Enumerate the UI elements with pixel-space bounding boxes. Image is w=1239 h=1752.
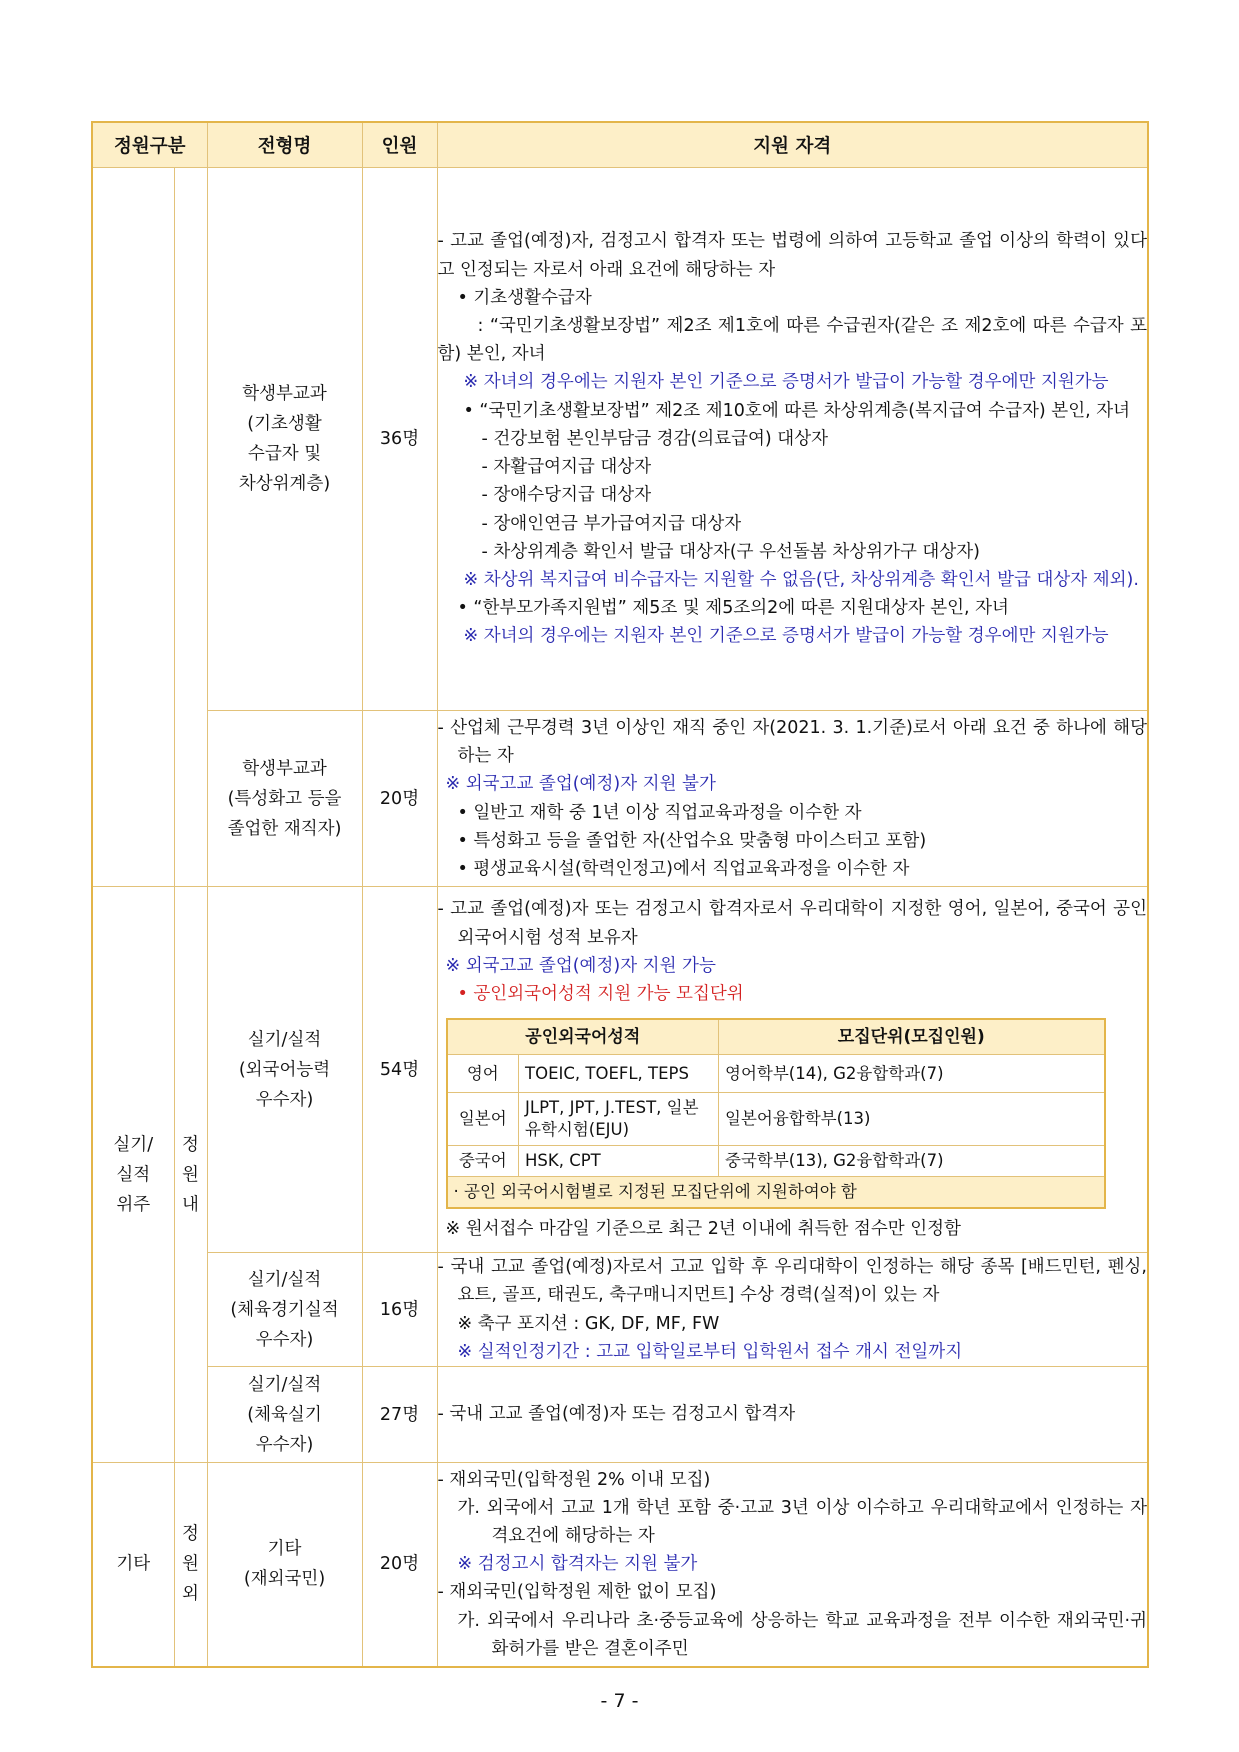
- table-row: [92, 1463, 1148, 1667]
- program-name-line: 우수자): [255, 1434, 314, 1455]
- category-line: 실기/: [113, 1134, 154, 1155]
- category-line: 위주: [116, 1194, 151, 1215]
- subcategory-char: 정: [182, 1524, 199, 1545]
- admission-table: [91, 121, 1149, 1668]
- inner-units: 일본어융합학부(13): [719, 1093, 1105, 1146]
- header-name: 전형명: [207, 122, 362, 168]
- program-name-line: 졸업한 재직자): [227, 818, 342, 839]
- table-row: [92, 711, 1148, 887]
- qual-line: • 일반고 재학 중 1년 이상 직업교육과정을 이수한 자: [457, 802, 862, 823]
- inner-header: [447, 1019, 1105, 1055]
- program-name-line: (외국어능력: [238, 1059, 331, 1080]
- qualification-text: [437, 168, 1148, 711]
- table-row: [92, 168, 1148, 711]
- inner-units: 영어학부(14), G2융합학과(7): [719, 1055, 1105, 1093]
- program-name: [207, 168, 362, 711]
- table-row: [92, 1253, 1148, 1367]
- qualification-text: [437, 1253, 1148, 1367]
- qual-line: ※ 원서접수 마감일 기준으로 최근 2년 이내에 취득한 점수만 인정함: [445, 1219, 961, 1240]
- program-name-line: 차상위계층): [238, 474, 331, 494]
- qual-line: - 장애수당지급 대상자: [481, 485, 652, 506]
- qual-line: : “국민기초생활보장법” 제2조 제1호에 따른 수급권자(같은 조 제2호에 따른 수급자 포함) 본인, 자녀: [437, 316, 1147, 365]
- page-number: - 7 -: [600, 1690, 639, 1712]
- program-count: 27명: [362, 1367, 437, 1463]
- program-name-line: 우수자): [255, 1089, 314, 1110]
- program-name-line: 실기/실적: [247, 1029, 322, 1050]
- qual-line: - 재외국민(입학정원 제한 없이 모집): [437, 1582, 717, 1603]
- qual-line: - 자활급여지급 대상자: [481, 457, 652, 478]
- program-count: 20명: [362, 1463, 437, 1667]
- qual-line: • “국민기초생활보장법” 제2조 제10호에 따른 차상위계층(복지급여 수급자) 본인, 자녀: [463, 400, 1131, 421]
- subcategory-char: 정: [182, 1134, 199, 1155]
- qual-line: 가. 외국에서 고교 1개 학년 포함 중·고교 3년 이상 이수하고 우리대학교에서 인정하는 자격요건에 해당하는 자: [457, 1497, 1147, 1546]
- qualification-text: [437, 887, 1148, 1253]
- header-count: 인원: [362, 122, 437, 168]
- table-row: [92, 887, 1148, 1253]
- qual-line: - 장애인연금 부가급여지급 대상자: [481, 513, 742, 534]
- subcategory-char: 내: [182, 1194, 199, 1215]
- qual-line: - 국내 고교 졸업(예정)자 또는 검정고시 합격자: [437, 1404, 796, 1425]
- program-name-line: 수급자 및: [247, 444, 322, 464]
- qualification-text: [437, 1367, 1148, 1463]
- qual-line: • 평생교육시설(학력인정고)에서 직업교육과정을 이수한 자: [457, 858, 910, 879]
- program-name-line: (기초생활: [247, 414, 322, 434]
- qual-note: ※ 외국고교 졸업(예정)자 지원 불가: [445, 774, 716, 795]
- inner-lang: 일본어: [447, 1093, 519, 1146]
- qual-note: ※ 차상위 복지급여 비수급자는 지원할 수 없음(단, 차상위계층 확인서 발급 대상자 제외).: [463, 569, 1139, 590]
- inner-lang: 영어: [447, 1055, 519, 1093]
- inner-note: · 공인 외국어시험별로 지정된 모집단위에 지원하여야 함: [447, 1177, 1105, 1209]
- qual-line: • 공인외국어성적 지원 가능 모집단위: [457, 984, 744, 1005]
- program-name: [207, 887, 362, 1253]
- inner-lang: 중국어: [447, 1146, 519, 1177]
- qual-line: - 차상위계층 확인서 발급 대상자(구 우선돌봄 차상위가구 대상자): [481, 541, 980, 562]
- program-name-line: (재외국민): [243, 1569, 326, 1590]
- qual-line: - 고교 졸업(예정)자, 검정고시 합격자 또는 법령에 의하여 고등학교 졸업 이상의 학력이 있다고 인정되는 자로서 아래 요건에 해당하는 자: [437, 231, 1147, 280]
- inner-units: 중국학부(13), G2융합학과(7): [719, 1146, 1105, 1177]
- inner-tests: JLPT, JPT, J.TEST, 일본유학시험(EJU): [519, 1093, 719, 1146]
- qual-line: - 국내 고교 졸업(예정)자로서 고교 입학 후 우리대학이 인정하는 해당 종목 [배드민턴, 펜싱, 요트, 골프, 태권도, 축구매니지먼트] 수상 경력(실적)이 있는 자: [437, 1257, 1147, 1306]
- program-count: 20명: [362, 711, 437, 887]
- program-name: [207, 711, 362, 887]
- qual-line: - 산업체 근무경력 3년 이상인 재직 중인 자(2021. 3. 1.기준)로서 아래 요건 중 하나에 해당하는 자: [437, 717, 1147, 767]
- subcategory-outside-quota: [174, 1463, 207, 1667]
- subcategory-cell-empty: [174, 168, 207, 887]
- qual-line: - 건강보험 본인부담금 경감(의료급여) 대상자: [481, 428, 829, 449]
- subcategory-char: 외: [182, 1584, 199, 1605]
- qual-note: ※ 자녀의 경우에는 지원자 본인 기준으로 증명서가 발급이 가능할 경우에만 지원가능: [463, 372, 1109, 393]
- inner-header-scores: 공인외국어성적: [447, 1019, 719, 1055]
- program-name-line: 학생부교과: [242, 758, 327, 779]
- program-name: [207, 1253, 362, 1367]
- inner-tests: HSK, CPT: [519, 1146, 719, 1177]
- inner-row: [447, 1093, 1105, 1146]
- qual-note: ※ 자녀의 경우에는 지원자 본인 기준으로 증명서가 발급이 가능할 경우에만 지원가능: [463, 626, 1109, 647]
- qual-line: • 특성화고 등을 졸업한 자(산업수요 맞춤형 마이스터고 포함): [457, 830, 927, 851]
- header-category: 정원구분: [92, 122, 207, 168]
- program-name-line: 실기/실적: [247, 1269, 322, 1290]
- program-count: 54명: [362, 887, 437, 1253]
- qual-note: ※ 검정고시 합격자는 지원 불가: [457, 1554, 698, 1575]
- category-line: 실적: [116, 1164, 151, 1185]
- subcategory-char: 원: [182, 1554, 199, 1575]
- qualification-text: [437, 711, 1148, 887]
- table-header: [92, 122, 1148, 168]
- qualification-text: [437, 1463, 1148, 1667]
- subcategory-within-quota: [174, 887, 207, 1463]
- program-name-line: 우수자): [255, 1329, 314, 1350]
- qual-line: ※ 축구 포지션 : GK, DF, MF, FW: [457, 1313, 720, 1334]
- program-count: 36명: [362, 168, 437, 711]
- qual-line: - 재외국민(입학정원 2% 이내 모집): [437, 1469, 711, 1490]
- program-name-line: (체육경기실적: [230, 1299, 339, 1320]
- qual-note: ※ 실적인정기간 : 고교 입학일로부터 입학원서 접수 개시 전일까지: [457, 1341, 963, 1362]
- inner-row: [447, 1146, 1105, 1177]
- program-count: 16명: [362, 1253, 437, 1367]
- program-name-line: (특성화고 등을: [227, 788, 342, 809]
- header-qualification: 지원 자격: [437, 122, 1148, 168]
- category-practical: [92, 887, 174, 1463]
- category-other: 기타: [92, 1463, 174, 1667]
- inner-row: [447, 1055, 1105, 1093]
- program-name-line: 기타: [267, 1539, 302, 1560]
- qual-line: • 기초생활수급자: [457, 287, 592, 308]
- language-score-table: [446, 1018, 1106, 1209]
- program-name-line: 실기/실적: [247, 1374, 322, 1395]
- qual-note: ※ 외국고교 졸업(예정)자 지원 가능: [445, 955, 716, 976]
- program-name-line: (체육실기: [247, 1404, 322, 1425]
- inner-tests: TOEIC, TOEFL, TEPS: [519, 1055, 719, 1093]
- inner-note-row: [447, 1177, 1105, 1209]
- inner-header-units: 모집단위(모집인원): [719, 1019, 1105, 1055]
- category-cell-empty: [92, 168, 174, 887]
- program-name: [207, 1367, 362, 1463]
- subcategory-char: 원: [182, 1164, 199, 1185]
- table-row: [92, 1367, 1148, 1463]
- qual-line: - 고교 졸업(예정)자 또는 검정고시 합격자로서 우리대학이 지정한 영어, 일본어, 중국어 공인 외국어시험 성적 보유자: [437, 899, 1147, 948]
- qual-line: • “한부모가족지원법” 제5조 및 제5조의2에 따른 지원대상자 본인, 자녀: [457, 598, 1009, 619]
- program-name: [207, 1463, 362, 1667]
- qual-line: 가. 외국에서 우리나라 초·중등교육에 상응하는 학교 교육과정을 전부 이수한 재외국민·귀화허가를 받은 결혼이주민: [457, 1610, 1147, 1659]
- program-name-line: 학생부교과: [242, 384, 327, 404]
